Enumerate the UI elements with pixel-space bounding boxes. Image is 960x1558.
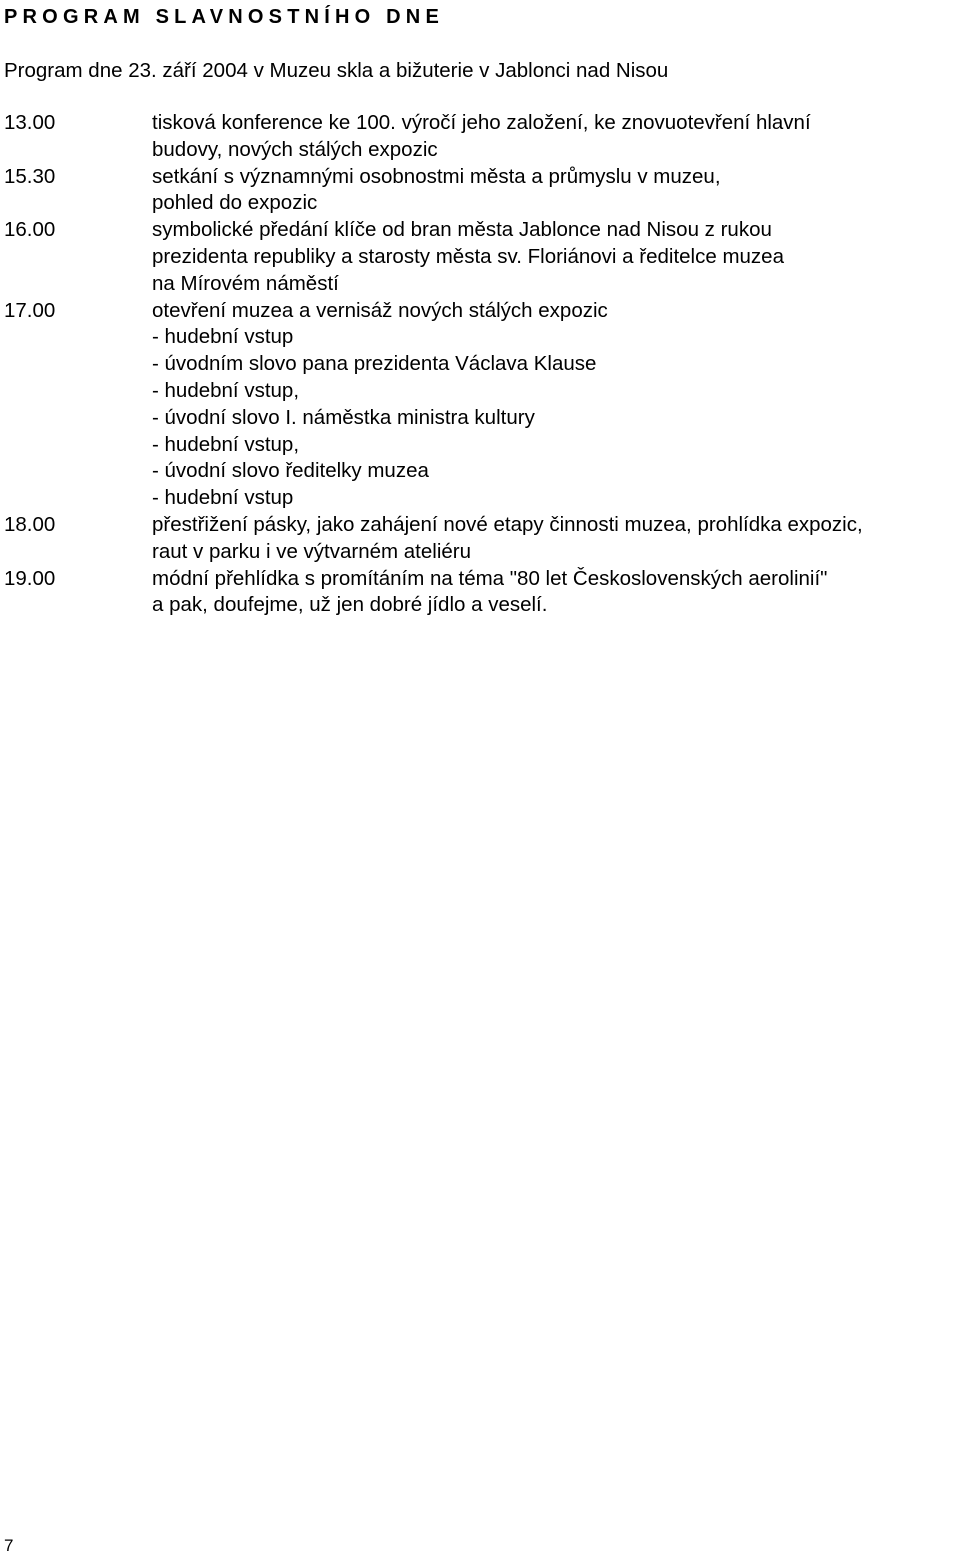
entry-line: prezidenta republiky a starosty města sv. Floriánovi a ředitelce muzea [152, 244, 784, 268]
entry-line: - hudební vstup [152, 325, 294, 349]
entry-line: tisková konference ke 100. výročí jeho založení, ke znovuotevření hlavní [152, 111, 811, 134]
schedule-entry [4, 298, 960, 512]
entry-line: setkání s významnými osobnostmi města a průmyslu v muzeu, [152, 164, 721, 188]
entry-line: přestřižení pásky, jako zahájení nové etapy činnosti muzea, prohlídka expozic, [152, 512, 863, 536]
schedule-entry [4, 566, 960, 620]
entry-line: na Mírovém náměstí [152, 271, 339, 295]
entry-time: 16.00 [4, 218, 56, 242]
entry-line: a pak, doufejme, už jen dobré jídlo a veselí. [152, 593, 548, 617]
entry-time: 19.00 [4, 566, 56, 590]
schedule-entry [4, 164, 960, 218]
entry-line: - hudební vstup, [152, 432, 300, 456]
entry-description [152, 298, 960, 512]
page-number: 7 [4, 1536, 14, 1555]
entry-line: budovy, nových stálých expozic [152, 137, 438, 161]
entry-line: - úvodní slovo ředitelky muzea [152, 459, 429, 483]
entry-line: - úvodním slovo pana prezidenta Václava Klause [152, 352, 597, 376]
entry-line: - úvodní slovo I. náměstka ministra kultury [152, 405, 535, 429]
entry-time: 15.30 [4, 164, 56, 188]
schedule-list [4, 110, 960, 619]
entry-time: 13.00 [4, 111, 56, 134]
program-subtitle: Program dne 23. září 2004 v Muzeu skla a bižuterie v Jablonci nad Nisou [4, 59, 669, 82]
entry-time: 17.00 [4, 298, 56, 322]
entry-description [152, 217, 960, 297]
entry-description [152, 110, 960, 164]
entry-line: symbolické předání klíče od bran města Jablonce nad Nisou z rukou [152, 218, 772, 242]
entry-line: raut v parku i ve výtvarném ateliéru [152, 539, 472, 563]
entry-line: - hudební vstup [152, 486, 294, 510]
page-heading: PROGRAM SLAVNOSTNÍHO DNE [4, 6, 444, 28]
entry-description [152, 512, 960, 566]
entry-line: pohled do expozic [152, 191, 318, 215]
entry-line: - hudební vstup, [152, 378, 300, 402]
schedule-entry [4, 512, 960, 566]
entry-description [152, 164, 960, 218]
entry-time: 18.00 [4, 512, 56, 536]
entry-description [152, 566, 960, 620]
schedule-entry [4, 110, 960, 164]
schedule-entry [4, 217, 960, 297]
entry-line: módní přehlídka s promítáním na téma "80 let Československých aerolinií" [152, 566, 828, 590]
entry-line: otevření muzea a vernisáž nových stálých expozic [152, 298, 608, 322]
